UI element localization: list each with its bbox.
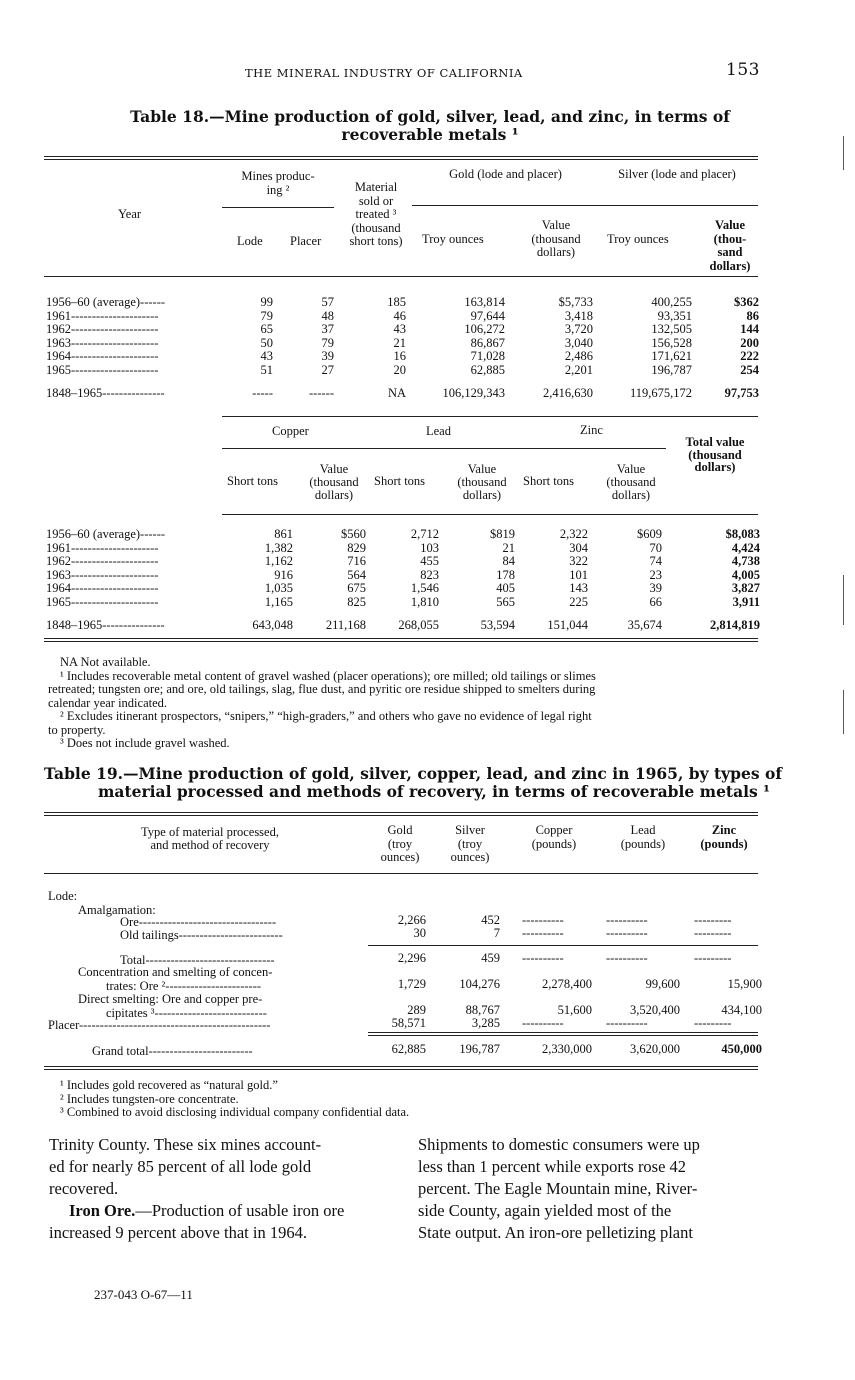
material-cell: 20 <box>393 362 406 377</box>
col-silver-troy: Troy ounces <box>607 232 669 246</box>
col-t19-zinc: Zinc (pounds) <box>700 823 748 851</box>
cell: 3,520,400 <box>630 1003 680 1017</box>
col-mines-producing: Mines produc- ing ² <box>241 169 315 197</box>
text-line: Shipments to domestic consumers were up <box>418 1135 700 1154</box>
col-lode: Lode <box>237 234 263 248</box>
year-cell: 1965--------------------- <box>46 595 159 609</box>
gold_oz-cell: 106,129,343 <box>442 386 505 400</box>
footnote-1-cont: retreated; tungsten ore; and ore, old tailings, slag, flue dust, and pyritic ore residue shipped to smelters during <box>48 682 596 696</box>
zn_v-cell: 74 <box>649 554 662 568</box>
year-cell: 1956–60 (average)------ <box>46 296 166 309</box>
cell: 2,296 <box>397 951 426 965</box>
table18-bottom-rule <box>44 638 758 642</box>
table-row <box>0 569 855 583</box>
silver_oz-cell: 132,505 <box>651 322 692 336</box>
cell: 51,600 <box>557 1003 592 1017</box>
material-cell: NA <box>387 386 406 400</box>
row-amalgamation: Amalgamation: <box>78 903 156 917</box>
pb_t-cell: 2,712 <box>410 527 439 541</box>
col-placer: Placer <box>290 234 322 248</box>
total-cell: 4,424 <box>731 540 760 555</box>
gold_oz-cell: 71,028 <box>470 349 505 363</box>
pb_t-cell: 823 <box>420 567 439 582</box>
gold_val-cell: $5,733 <box>558 295 593 309</box>
cell: ---------- <box>606 1016 648 1030</box>
table-row <box>0 310 855 324</box>
gold-silver-rule <box>412 205 758 206</box>
material-cell: 46 <box>393 308 406 323</box>
row-grand-total: Grand total------------------------- <box>92 1044 253 1058</box>
zn_t-cell: 101 <box>569 567 588 582</box>
cell: ---------- <box>606 913 648 927</box>
zn_v-cell: 66 <box>649 594 662 609</box>
scan-edge-mark <box>843 690 844 734</box>
table18-title-line1: Table 18.—Mine production of gold, silver, lead, and zinc, in terms of <box>130 107 730 126</box>
total-cell: $8,083 <box>725 527 760 541</box>
col-gold-value: Value (thousand dollars) <box>531 218 581 259</box>
row-concentration-ore: trates: Ore ²----------------------- <box>106 979 262 993</box>
pb_v-cell: 84 <box>502 554 515 568</box>
row-total: Total------------------------------- <box>120 953 275 967</box>
lode-cell: 43 <box>260 349 273 363</box>
cu_v-cell: 825 <box>347 594 366 609</box>
col-zn-value: Value (thousand dollars) <box>606 462 656 502</box>
scan-edge-mark <box>843 136 844 170</box>
cell: 15,900 <box>727 977 762 991</box>
zn_t-cell: 151,044 <box>547 618 588 632</box>
placer-cell: 37 <box>321 322 334 336</box>
material-cell: 185 <box>387 295 406 309</box>
zn_t-cell: 225 <box>569 594 588 609</box>
col-material: Material sold or treated ³ (thousand short tons) <box>349 180 403 248</box>
zn_t-cell: 322 <box>569 554 588 568</box>
cu_t-cell: 861 <box>274 527 293 541</box>
table-row <box>0 528 855 542</box>
footnote-1: ¹ Includes recoverable metal content of gravel washed (placer operations); ore milled; old tailings or slimes <box>60 668 596 683</box>
text-line: State output. An iron-ore pelletizing plant <box>418 1223 693 1242</box>
zn_v-cell: 23 <box>649 567 662 582</box>
table18-head-rule <box>44 276 758 277</box>
col-cu-value: Value (thousand dollars) <box>309 462 359 502</box>
footnote-1-cont2: calendar year indicated. <box>48 695 168 710</box>
table-row <box>0 323 855 337</box>
body-right-column <box>418 1134 768 1244</box>
gold_oz-cell: 86,867 <box>470 335 505 350</box>
cu_v-cell: 211,168 <box>325 618 366 632</box>
total-cell: 3,827 <box>731 581 760 595</box>
col-t19-lead: Lead (pounds) <box>620 823 666 851</box>
cell: 30 <box>413 926 426 940</box>
table19-bottom-rule <box>44 1066 758 1070</box>
gold_oz-cell: 106,272 <box>464 322 505 336</box>
col-copper: Copper <box>272 424 309 438</box>
pb_v-cell: 178 <box>496 567 515 582</box>
silver_val-cell: 200 <box>740 335 759 350</box>
cu_v-cell: 716 <box>347 554 366 568</box>
cell: 88,767 <box>465 1003 500 1017</box>
year-cell: 1963--------------------- <box>46 568 159 582</box>
t19-footnote-3: ³ Combined to avoid disclosing individual company confidential data. <box>60 1105 410 1119</box>
cell: 434,100 <box>721 1003 762 1017</box>
page-number: 153 <box>726 60 760 80</box>
lode-cell: 65 <box>260 322 273 336</box>
zn_v-cell: 70 <box>649 540 662 555</box>
cell: 2,278,400 <box>542 977 592 991</box>
pb_t-cell: 455 <box>420 554 439 568</box>
footer-code: 237-043 O-67—11 <box>94 1287 193 1302</box>
placer-cell: 27 <box>321 362 334 377</box>
year-cell: 1964--------------------- <box>46 582 159 595</box>
mines-rule <box>222 207 334 208</box>
col-pb-tons: Short tons <box>374 474 426 488</box>
zn_v-cell: $609 <box>637 527 662 541</box>
cell: 3,620,000 <box>630 1042 680 1056</box>
gold_oz-cell: 62,885 <box>470 362 505 377</box>
text-line: percent. The Eagle Mountain mine, River- <box>418 1179 698 1198</box>
cell: --------- <box>694 951 732 965</box>
cell: ---------- <box>606 951 648 965</box>
row-old-tailings: Old tailings------------------------- <box>120 928 283 942</box>
cell: ---------- <box>522 1016 564 1030</box>
cell: ---------- <box>522 926 564 940</box>
iron-ore-heading: Iron Ore. <box>69 1201 136 1220</box>
cu_v-cell: $560 <box>341 527 366 541</box>
text-line: less than 1 percent while exports rose 42 <box>418 1157 687 1176</box>
metals-rule <box>222 448 666 449</box>
footnote-2: ² Excludes itinerant prospectors, “snipers,” “high-graders,” and others who gave no evidence of legal right <box>60 709 592 723</box>
year-cell: 1961--------------------- <box>46 541 159 555</box>
gold_oz-cell: 163,814 <box>464 295 505 309</box>
zn_v-cell: 35,674 <box>627 618 662 632</box>
row-concentration: Concentration and smelting of concen- <box>78 965 273 979</box>
text-line: side County, again yielded most of the <box>418 1201 672 1220</box>
scan-edge-mark <box>843 575 844 625</box>
material-cell: 16 <box>393 349 406 363</box>
text-line: —Production of usable iron ore <box>135 1201 345 1220</box>
silver_val-cell: 254 <box>740 362 759 377</box>
pb_v-cell: 21 <box>502 540 515 555</box>
table19-head-rule <box>44 873 758 874</box>
cell: --------- <box>694 913 732 927</box>
row-lode: Lode: <box>48 889 78 903</box>
t19-footnote-1: ¹ Includes gold recovered as “natural gold.” <box>60 1078 278 1092</box>
placer-cell: 57 <box>321 295 334 309</box>
col-zn-tons: Short tons <box>523 474 575 488</box>
table18b-head-rule <box>222 514 758 515</box>
table19-top-rule <box>44 812 758 816</box>
year-cell: 1962--------------------- <box>46 555 159 568</box>
row-ore: Ore--------------------------------- <box>120 915 277 929</box>
cu_t-cell: 1,382 <box>264 540 293 555</box>
cell: --------- <box>694 926 732 940</box>
table-row <box>0 542 855 556</box>
gold_val-cell: 3,418 <box>564 308 593 323</box>
year-cell: 1965--------------------- <box>46 363 159 377</box>
placer-cell: 79 <box>321 335 334 350</box>
year-cell: 1848–1965--------------- <box>46 619 165 632</box>
table-row <box>0 555 855 569</box>
rule-subtotal <box>368 945 758 946</box>
col-silver-group: Silver (lode and placer) <box>618 167 736 181</box>
year-cell: 1848–1965--------------- <box>46 387 165 400</box>
col-t19-gold: Gold (troy ounces) <box>380 823 420 864</box>
pb_t-cell: 1,810 <box>410 594 439 609</box>
cu_t-cell: 1,165 <box>264 594 293 609</box>
silver_oz-cell: 171,621 <box>651 349 692 363</box>
table-row <box>0 596 855 610</box>
pb_t-cell: 103 <box>420 540 439 555</box>
zn_t-cell: 143 <box>569 581 588 595</box>
cell: 459 <box>481 951 500 965</box>
cell: 289 <box>407 1003 426 1017</box>
silver_val-cell: 144 <box>740 322 759 336</box>
placer-cell: 48 <box>321 308 334 323</box>
table-row <box>0 350 855 364</box>
cell: 452 <box>481 913 500 927</box>
col-lead: Lead <box>426 424 451 438</box>
cu_v-cell: 829 <box>347 540 366 555</box>
col-silver-value: Value (thou- sand dollars) <box>709 218 751 273</box>
year-cell: 1963--------------------- <box>46 336 159 350</box>
text-line: increased 9 percent above that in 1964. <box>49 1223 307 1242</box>
col-type: Type of material processed, and method of recovery <box>141 825 279 852</box>
cell: ---------- <box>606 926 648 940</box>
table18b-top-rule <box>222 416 758 417</box>
cell: ---------- <box>522 913 564 927</box>
t19-footnote-2: ² Includes tungsten-ore concentrate. <box>60 1091 239 1106</box>
cu_v-cell: 564 <box>347 567 366 582</box>
cell: 1,729 <box>397 977 426 991</box>
cell: ---------- <box>522 951 564 965</box>
placer-cell: 39 <box>321 349 334 363</box>
cell: 2,266 <box>397 913 426 927</box>
lode-cell: ----- <box>252 386 273 400</box>
col-t19-silver: Silver (troy ounces) <box>450 823 490 864</box>
cell: 2,330,000 <box>542 1042 592 1056</box>
cell: 196,787 <box>459 1042 500 1056</box>
cell: 99,600 <box>645 977 680 991</box>
pb_v-cell: 565 <box>496 594 515 609</box>
text-line: recovered. <box>49 1179 119 1198</box>
col-total-value: Total value (thousand dollars) <box>685 435 745 474</box>
silver_oz-cell: 156,528 <box>651 335 692 350</box>
zn_v-cell: 39 <box>649 581 662 595</box>
col-cu-tons: Short tons <box>227 474 279 488</box>
lode-cell: 79 <box>260 308 273 323</box>
year-cell: 1956–60 (average)------ <box>46 528 166 541</box>
gold_val-cell: 3,040 <box>564 335 593 350</box>
cu_t-cell: 1,162 <box>264 554 293 568</box>
col-t19-copper: Copper (pounds) <box>531 823 577 851</box>
running-title: THE MINERAL INDUSTRY OF CALIFORNIA <box>245 66 523 80</box>
cell: 450,000 <box>721 1042 762 1056</box>
pb_v-cell: 405 <box>496 581 515 595</box>
pb_v-cell: 53,594 <box>480 618 515 632</box>
silver_val-cell: $362 <box>734 295 759 309</box>
row-placer: Placer---------------------------------------------- <box>48 1018 271 1032</box>
col-gold-group: Gold (lode and placer) <box>449 167 562 181</box>
table-row <box>0 337 855 351</box>
silver_val-cell: 97,753 <box>724 386 759 400</box>
col-zinc: Zinc <box>580 423 603 437</box>
cell: 58,571 <box>391 1016 426 1030</box>
year-cell: 1964--------------------- <box>46 350 159 363</box>
gold_val-cell: 2,201 <box>564 362 593 377</box>
cu_v-cell: 675 <box>347 581 366 595</box>
year-cell: 1961--------------------- <box>46 309 159 323</box>
row-direct-smelting: Direct smelting: Ore and copper pre- <box>78 992 263 1006</box>
zn_t-cell: 2,322 <box>559 527 588 541</box>
lode-cell: 50 <box>260 335 273 350</box>
body-left-column <box>49 1134 399 1244</box>
table19-title-line2: material processed and methods of recovery, in terms of recoverable metals ¹ <box>98 782 770 801</box>
table18-title-line2: recoverable metals ¹ <box>341 125 519 144</box>
table19-footnotes <box>60 1079 760 1120</box>
table-row <box>0 582 855 596</box>
gold_val-cell: 2,416,630 <box>543 386 593 400</box>
total-cell: 4,005 <box>731 567 760 582</box>
rule-grand-total <box>368 1032 758 1036</box>
silver_val-cell: 222 <box>740 349 759 363</box>
col-gold-troy: Troy ounces <box>422 232 484 246</box>
silver_val-cell: 86 <box>746 308 759 323</box>
footnote-na: NA Not available. <box>60 655 151 669</box>
material-cell: 21 <box>393 335 406 350</box>
cell: 3,285 <box>471 1016 500 1030</box>
cu_t-cell: 1,035 <box>264 581 293 595</box>
silver_oz-cell: 400,255 <box>651 295 692 309</box>
cell: 104,276 <box>459 977 500 991</box>
gold_val-cell: 2,486 <box>564 349 593 363</box>
pb_v-cell: $819 <box>490 527 515 541</box>
cell: --------- <box>694 1016 732 1030</box>
cell: 62,885 <box>391 1042 426 1056</box>
footnote-3: ³ Does not include gravel washed. <box>60 736 230 750</box>
table-row <box>0 296 855 310</box>
pb_t-cell: 268,055 <box>398 618 439 632</box>
total-cell: 2,814,819 <box>710 618 760 632</box>
total-row <box>0 619 855 633</box>
pb_t-cell: 1,546 <box>410 581 439 595</box>
table18-footnotes <box>48 656 760 751</box>
gold_val-cell: 3,720 <box>564 322 593 336</box>
gold_oz-cell: 97,644 <box>470 308 505 323</box>
cu_t-cell: 916 <box>274 567 293 582</box>
table18-header <box>0 0 855 300</box>
zn_t-cell: 304 <box>569 540 588 555</box>
total-row <box>0 387 855 401</box>
lode-cell: 51 <box>260 362 273 377</box>
row-direct-smelting-cip: cipitates ³--------------------------- <box>106 1006 267 1020</box>
text-line: Trinity County. These six mines account- <box>49 1135 322 1154</box>
col-pb-value: Value (thousand dollars) <box>457 462 507 502</box>
table19-title <box>44 765 784 801</box>
col-year: Year <box>118 207 142 221</box>
table-row <box>0 364 855 378</box>
material-cell: 43 <box>393 322 406 336</box>
cu_t-cell: 643,048 <box>252 618 293 632</box>
cell: 7 <box>493 926 500 940</box>
total-cell: 3,911 <box>732 594 760 609</box>
silver_oz-cell: 196,787 <box>651 362 692 377</box>
text-line: ed for nearly 85 percent of all lode gold <box>49 1157 312 1176</box>
table19-title-line1: Table 19.—Mine production of gold, silver, copper, lead, and zinc in 1965, by types of <box>44 764 782 783</box>
footnote-2-cont: to property. <box>48 722 106 737</box>
total-cell: 4,738 <box>731 554 760 568</box>
placer-cell: ------ <box>309 386 334 400</box>
year-cell: 1962--------------------- <box>46 323 159 336</box>
silver_oz-cell: 119,675,172 <box>629 386 692 400</box>
lode-cell: 99 <box>260 295 273 309</box>
silver_oz-cell: 93,351 <box>657 308 692 323</box>
